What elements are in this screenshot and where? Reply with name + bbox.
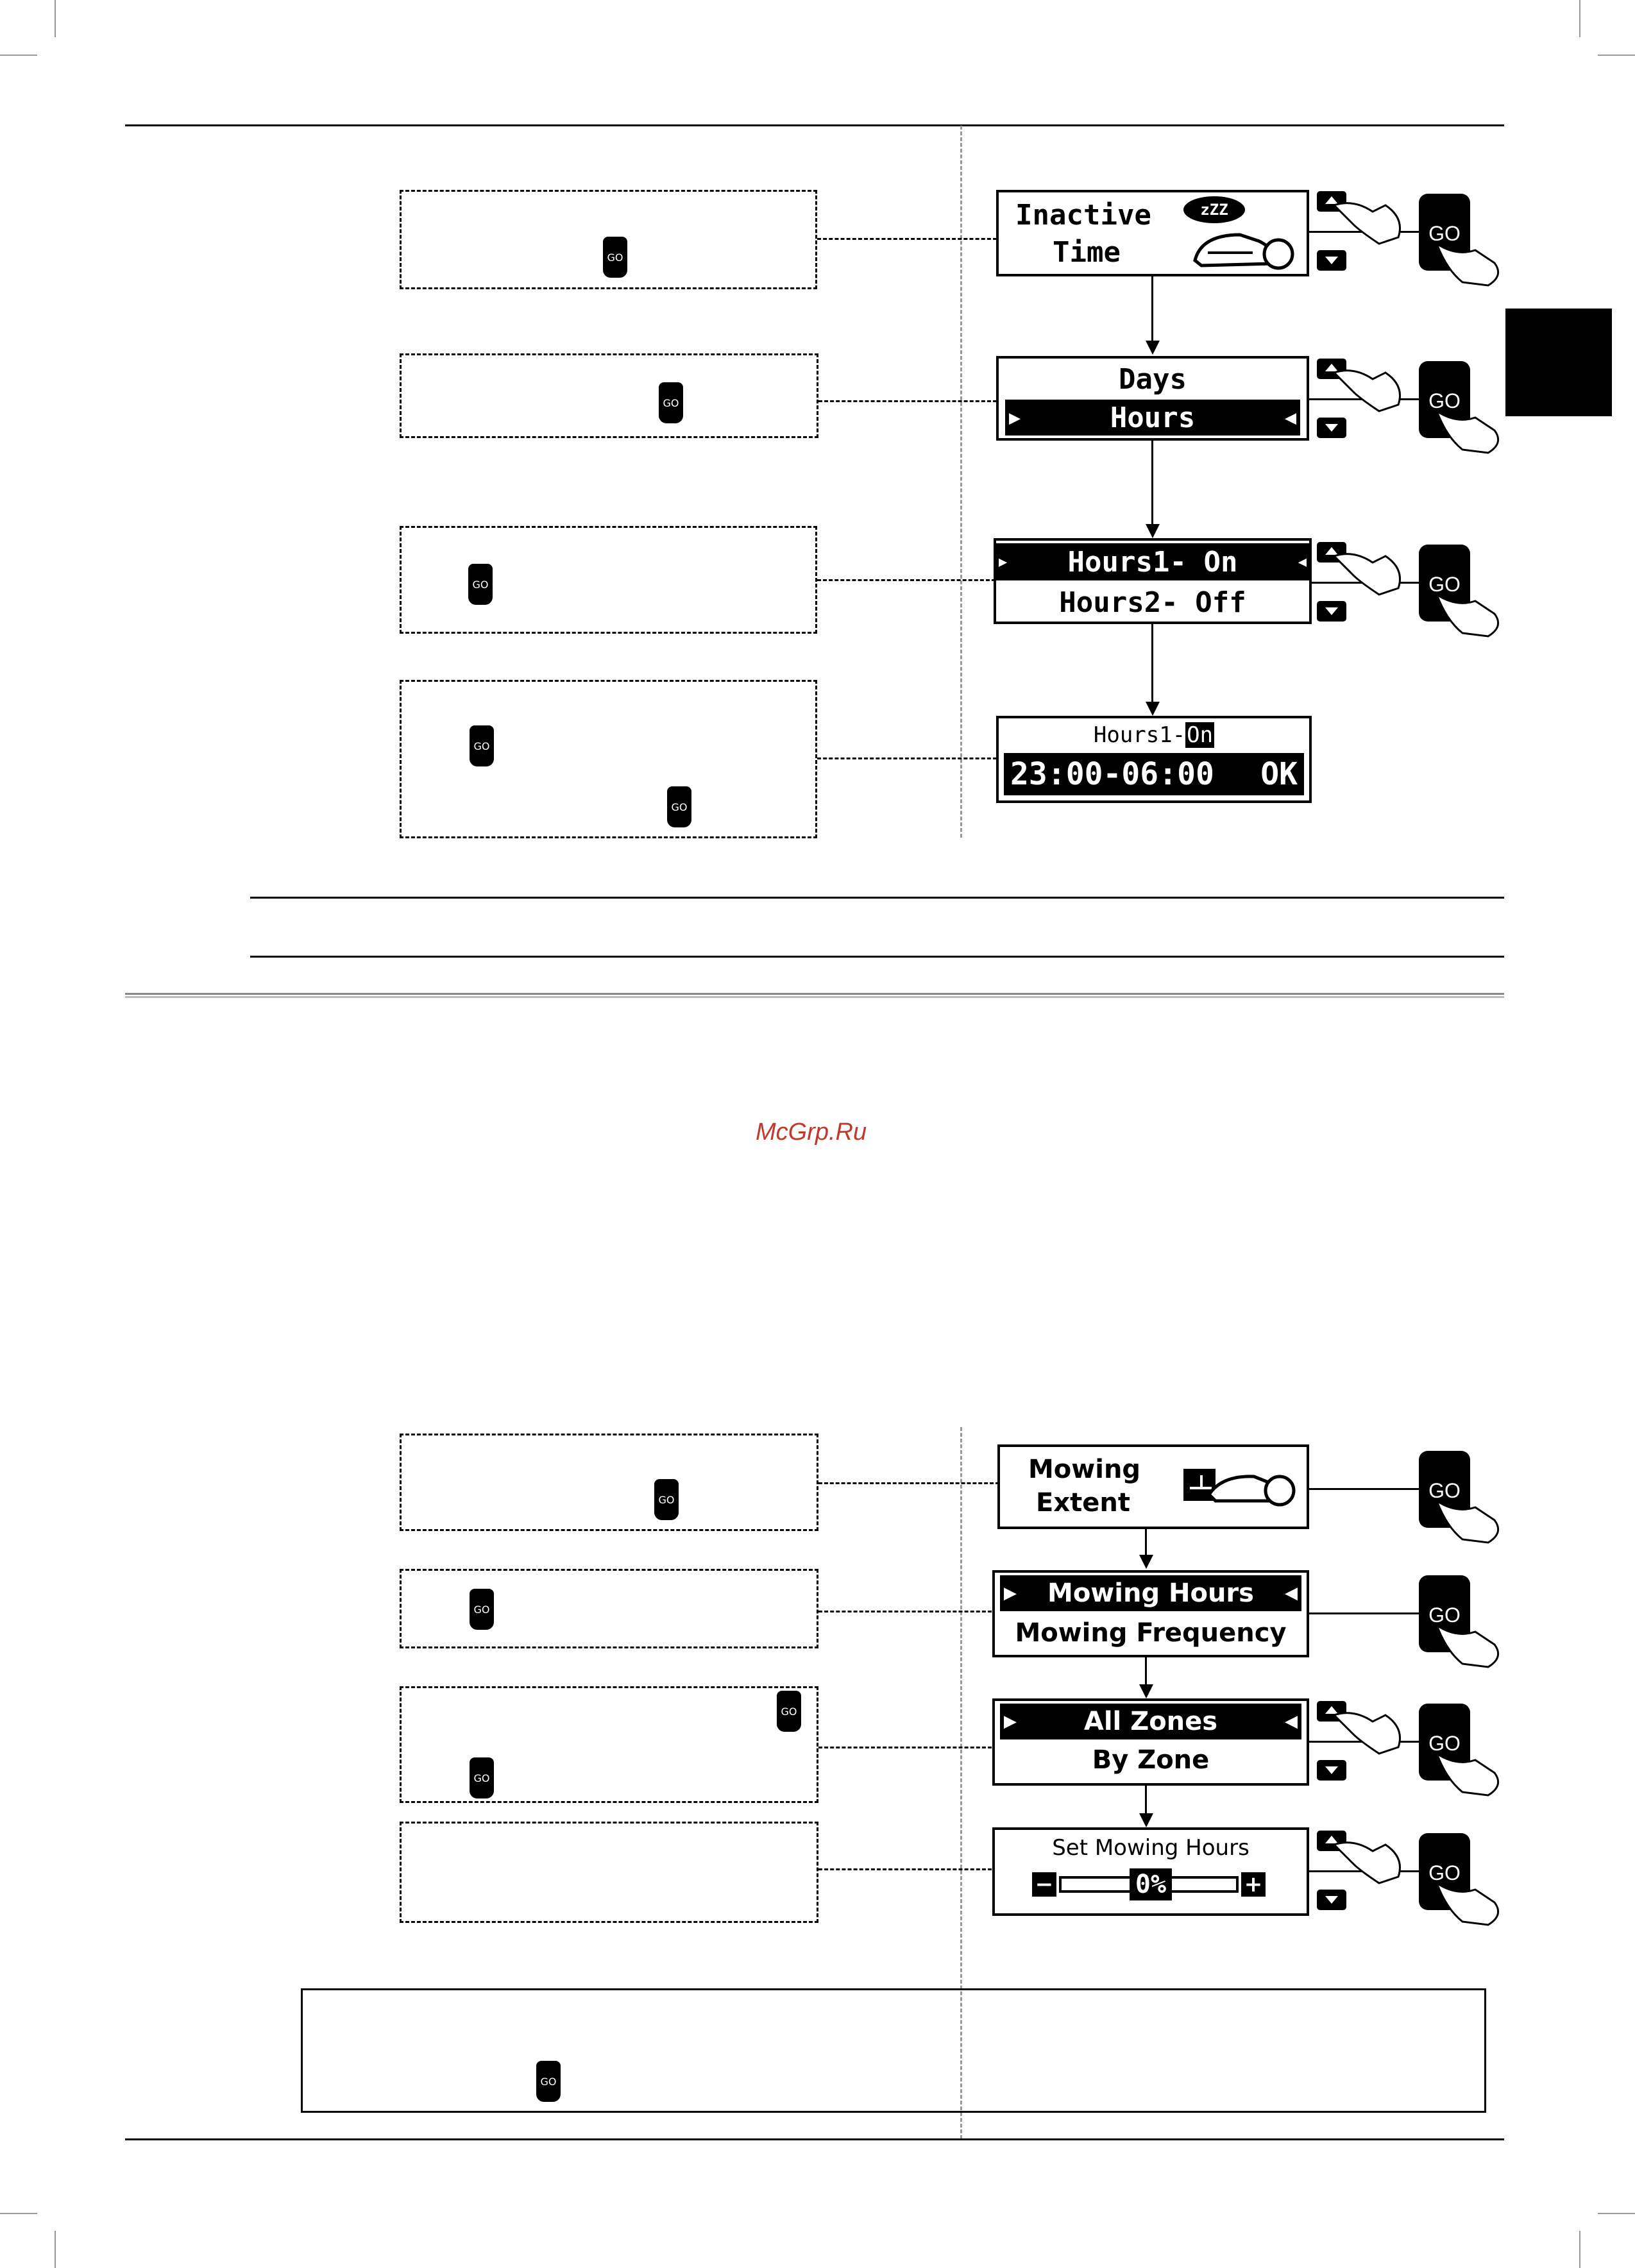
flow-line (1151, 624, 1153, 702)
lcd-mowing-extent (997, 1444, 1309, 1529)
down-key[interactable] (1317, 601, 1346, 622)
key-connector (1309, 1612, 1419, 1614)
connector (817, 579, 995, 581)
minus-key[interactable]: − (1032, 1872, 1056, 1897)
go-button[interactable]: GO (1419, 1451, 1470, 1528)
pointing-hand-icon (1437, 1619, 1507, 1670)
go-button[interactable]: GO (1419, 1704, 1470, 1781)
lcd-line-1: Hours1- On (1067, 545, 1238, 579)
go-button[interactable]: GO (1419, 545, 1470, 622)
caret-right-icon: ▶ (1004, 1584, 1017, 1603)
connector (818, 1611, 992, 1612)
lcd-ok: OK (1260, 756, 1298, 792)
section-separator (125, 993, 1504, 998)
crop-mark (0, 2213, 37, 2214)
note-box (301, 1988, 1486, 2113)
callout-box-4 (400, 680, 817, 838)
pointing-hand-icon (1334, 1696, 1411, 1760)
zzz-badge (1183, 196, 1245, 223)
robot-sleep-icon (1189, 222, 1304, 273)
crop-mark (55, 2231, 56, 2268)
lcd-row-days (999, 361, 1307, 397)
pointing-hand-icon (1334, 186, 1411, 250)
flow-arrowhead (1139, 1555, 1153, 1569)
pointing-hand-icon (1437, 237, 1507, 289)
column-divider (960, 126, 962, 838)
lcd-title-value: On (1187, 722, 1214, 748)
pointing-hand-icon (1334, 1825, 1411, 1890)
lcd-days-hours (996, 356, 1309, 441)
lcd-time-row (1004, 753, 1304, 795)
caret-right-icon: ▶ (1009, 406, 1021, 429)
lcd-line-2: Time (1053, 236, 1121, 269)
crop-mark (1598, 2213, 1635, 2214)
watermark: McGrp.Ru (756, 1119, 867, 1146)
go-button[interactable]: GO (1419, 1575, 1470, 1652)
caret-left-icon: ◀ (1298, 554, 1307, 570)
go-button[interactable]: GO (1419, 1833, 1470, 1910)
key-connector (1309, 1488, 1419, 1490)
pointing-hand-icon (1437, 588, 1507, 639)
rule (250, 897, 1504, 899)
connector (818, 1482, 999, 1484)
robot-mowing-icon (1183, 1462, 1299, 1514)
connector (817, 757, 997, 759)
lcd-time-set (996, 716, 1312, 803)
lcd-row-all-zones-selected (1000, 1704, 1301, 1739)
lcd-title-row (995, 1834, 1307, 1862)
flow-line (1145, 1529, 1147, 1555)
footer-rule (125, 2138, 1504, 2140)
lcd-time-value: 23:00-06:00 (1010, 756, 1214, 792)
lcd-inactive-time (996, 190, 1309, 276)
go-badge: GO (470, 1757, 494, 1798)
lcd-line-2: Hours2- Off (1059, 586, 1246, 619)
crop-mark (1598, 55, 1635, 56)
flow-arrowhead (1146, 341, 1160, 355)
flow-line (1151, 276, 1153, 341)
pointing-hand-icon (1437, 1877, 1507, 1928)
caret-left-icon: ◀ (1285, 1712, 1298, 1731)
go-button[interactable]: GO (1419, 194, 1470, 271)
lcd-line-1: Mowing Hours (1047, 1578, 1254, 1608)
connector (818, 1868, 992, 1870)
lcd-title-prefix: Hours1- (1093, 722, 1186, 748)
down-key[interactable] (1317, 250, 1346, 271)
pointing-hand-icon (1437, 1747, 1507, 1798)
lcd-mowing-hours-frequency (992, 1570, 1309, 1657)
flow-line (1145, 1657, 1147, 1684)
lcd-row-hours1-selected (996, 543, 1309, 580)
down-key[interactable] (1317, 418, 1346, 438)
go-badge: GO (468, 564, 493, 605)
flow-arrowhead (1146, 524, 1160, 538)
connector (818, 400, 997, 402)
crop-mark (1579, 0, 1580, 37)
lcd-row-hours-selected (1005, 400, 1300, 436)
callout-box-6 (400, 1569, 818, 1648)
lcd-line-1: All Zones (1083, 1707, 1218, 1736)
caret-right-icon: ▶ (1004, 1712, 1017, 1731)
caret-left-icon: ◀ (1285, 1584, 1298, 1603)
progress-value: 0% (1130, 1868, 1172, 1900)
connector (818, 1747, 992, 1748)
go-badge: GO (667, 786, 691, 827)
crop-mark (55, 0, 56, 37)
caret-right-icon: ▶ (999, 554, 1008, 570)
lcd-row-by-zone (995, 1741, 1307, 1779)
pointing-hand-icon (1334, 537, 1411, 601)
pointing-hand-icon (1334, 353, 1411, 418)
lcd-line-2: By Zone (1092, 1745, 1210, 1775)
flow-arrowhead (1146, 702, 1160, 716)
flow-line (1145, 1786, 1147, 1813)
go-badge: GO (536, 2061, 561, 2102)
lcd-set-mowing-hours (992, 1827, 1309, 1916)
connector (817, 238, 997, 240)
callout-box-3 (400, 526, 817, 634)
lcd-line-2: Hours (1110, 401, 1196, 434)
go-badge: GO (659, 382, 683, 423)
lcd-title-row (999, 721, 1309, 749)
callout-box-8 (400, 1822, 818, 1923)
lcd-row-mowing-hours-selected (1000, 1575, 1301, 1611)
side-tab (1505, 309, 1612, 416)
lcd-title: Set Mowing Hours (1052, 1835, 1250, 1861)
down-key[interactable] (1317, 1890, 1346, 1910)
pointing-hand-icon (1437, 405, 1507, 456)
rule (250, 956, 1504, 958)
go-badge: GO (654, 1479, 679, 1520)
go-badge: GO (603, 237, 627, 278)
pointing-hand-icon (1437, 1494, 1507, 1546)
lcd-zones (992, 1698, 1309, 1786)
go-badge: GO (777, 1691, 801, 1732)
callout-box-7 (400, 1686, 818, 1803)
header-rule (125, 124, 1504, 126)
callout-box-5 (400, 1434, 818, 1531)
go-badge: GO (470, 725, 494, 766)
go-button[interactable]: GO (1419, 361, 1470, 438)
caret-left-icon: ◀ (1284, 406, 1296, 429)
lcd-line-1: Inactive (1015, 199, 1151, 232)
lcd-row-hours2 (996, 583, 1309, 622)
plus-key[interactable]: + (1241, 1872, 1266, 1897)
flow-line (1151, 441, 1153, 524)
lcd-line-1: Days (1119, 362, 1187, 396)
lcd-row-mowing-frequency (995, 1614, 1307, 1652)
crop-mark (1579, 2231, 1580, 2268)
crop-mark (0, 55, 37, 56)
go-badge: GO (470, 1589, 494, 1630)
callout-box-1 (400, 190, 817, 289)
zzz-text: zZZ (1200, 201, 1228, 219)
lcd-line-2: Extent (1036, 1488, 1130, 1518)
flow-arrowhead (1139, 1813, 1153, 1827)
lcd-hours-onoff (994, 538, 1312, 624)
lcd-line-1: Mowing (1028, 1455, 1141, 1484)
callout-box-2 (400, 353, 818, 438)
down-key[interactable] (1317, 1760, 1346, 1781)
lcd-line-2: Mowing Frequency (1015, 1618, 1287, 1648)
flow-arrowhead (1139, 1684, 1153, 1698)
